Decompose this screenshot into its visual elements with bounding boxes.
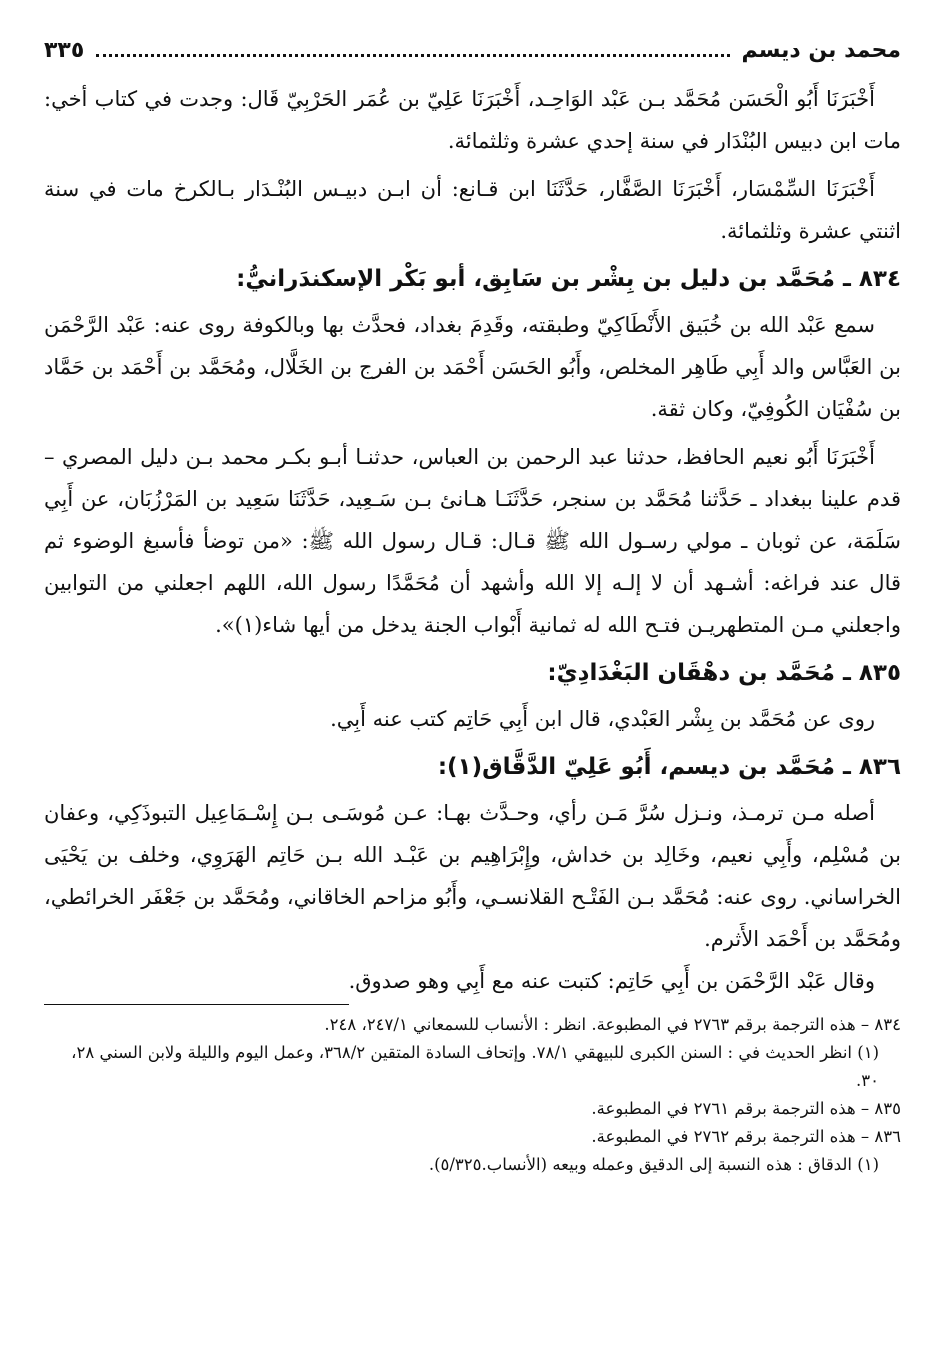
header-title: محمد بن ديسم	[741, 38, 901, 63]
footnote-daqqaq: (١) الدقاق : هذه النسبة إلى الدقيق وعمله وبيعه (الأنساب.٥/٣٢٥).	[428, 1155, 879, 1174]
header-leader-dots	[96, 40, 729, 57]
paragraph-3: سمع عَبْد الله بن خُبَيق الأَنْطَاكِيّ وطبقته، وقَدِمَ بغداد، فحدَّث بها وبالكوفة روى عنه: عَبْد الرَّحْمَن بن العَبَّاس والد أَبِي طَاهِر المخلص، وأَبُو الحَسَن أَحْمَد بن الفرج بن الخَلَّال، ومُحَمَّد بن أَحْمَد بن حَمَّاد بن سُفْيَان الكُوفِيّ، وكان ثقة.	[44, 313, 901, 421]
entry-title-836: ٨٣٦ ـ مُحَمَّد بن ديسم، أَبُو عَلِيّ الدَّقَّاق(١):	[437, 754, 901, 780]
footnote-hadith-reference: (١) انظر الحديث في : السنن الكبرى للبيهقي ٧٨/١. وإتحاف السادة المتقين ٣٦٨/٢، وعمل اليوم والليلة ولابن السني ٢٨، ٣٠.	[71, 1043, 879, 1090]
page-number: ٣٣٥	[44, 38, 85, 63]
entry-title-835: ٨٣٥ ـ مُحَمَّد بن دهْقَان البَغْدَادِيّ:	[547, 660, 901, 686]
footnote-834: ٨٣٤ – هذه الترجمة برقم ٢٧٦٣ في المطبوعة. انظر : الأنساب للسمعاني ٢٤٧/١، ٢٤٨.	[324, 1015, 901, 1034]
paragraph-7: وقال عَبْد الرَّحْمَن بن أَبِي حَاتِم: كتبت عنه مع أَبِي وهو صدوق.	[348, 969, 875, 993]
paragraph-1: أَخْبَرَنَا أَبُو الْحَسَن مُحَمَّد بـن عَبْد الوَاحِـد، أَخْبَرَنَا عَلِيّ بن عُمَر الحَرْبِيّ قَال: وجدت في كتاب أخي: مات ابن دبيس البُنْدَار في سنة إحدي عشرة وثلثمائة.	[44, 87, 901, 153]
running-header	[44, 38, 901, 78]
entry-title-834: ٨٣٤ ـ مُحَمَّد بن دليل بن بِشْر بن سَابِق، أبو بَكْر الإسكندَرانيُّ:	[236, 266, 901, 292]
footnote-835: ٨٣٥ – هذه الترجمة برقم ٢٧٦١ في المطبوعة.	[591, 1099, 901, 1118]
book-page	[44, 38, 901, 1334]
paragraph-4: أَخْبَرَنَا أَبُو نعيم الحافظ، حدثنا عبد الرحمن بن العباس، حدثنـا أبـو بكـر محمد بـن دليل المصري – قدم علينا ببغداد ـ حَدَّثنا مُحَمَّد بن سنجر، حَدَّثَنَـا هـانئ بـن سَـعِيد، حَدَّثَنَا سَعِيد بن المَرْزُبَان، عن أَبِي سَلَمَة، عن ثوبان ـ مولي رسـول الله ﷺ قـال: قـال رسول الله ﷺ: «من توضأ فأسبغ الوضوء ثم قال عند فراغه: أشـهد أن لا إلـه إلا الله وأشهد أن مُحَمَّدًا رسول الله، اللهم اجعلني من التوابين واجعلني مـن المتطهريـن فتـح الله له ثمانية أَبْواب الجنة يدخل من أيها شاء(١)».	[44, 445, 901, 637]
paragraph-2: أَخْبَرَنَا السِّمْسَار، أَخْبَرَنَا الصَّفَّار، حَدَّثَنَا ابن قـانع: أن ابـن دبيـس البُنْـدَار بـالكرخ مات في سنة اثنتي عشرة وثلثمائة.	[44, 177, 901, 243]
paragraph-6: أصله مـن ترمـذ، ونـزل سُرَّ مَـن رأي، وحـدَّث بهـا: عـن مُوسَـى بـن إِسْـمَاعِيل التبوذَكِي، وعفان بن مُسْلِم، وأَبِي نعيم، وخَالِد بن خداش، وإِبْرَاهِيم بن عَبْـد الله بـن حَاتِم الهَرَوِي، وخلف بن يَحْيَى الخراساني. روى عنه: مُحَمَّد بـن الفَتْـح القلانسـي، وأَبُو مزاحم الخاقاني، ومُحَمَّد بن جَعْفَر الخرائطي، ومُحَمَّد بن أَحْمَد الأَثرم.	[44, 801, 901, 951]
footnote-separator	[44, 1004, 349, 1005]
paragraph-5: روى عن مُحَمَّد بن بِشْر العَبْدي، قال ابن أَبِي حَاتِم كتب عنه أَبِي.	[330, 707, 875, 731]
footnote-836: ٨٣٦ – هذه الترجمة برقم ٢٧٦٢ في المطبوعة.	[591, 1127, 901, 1146]
